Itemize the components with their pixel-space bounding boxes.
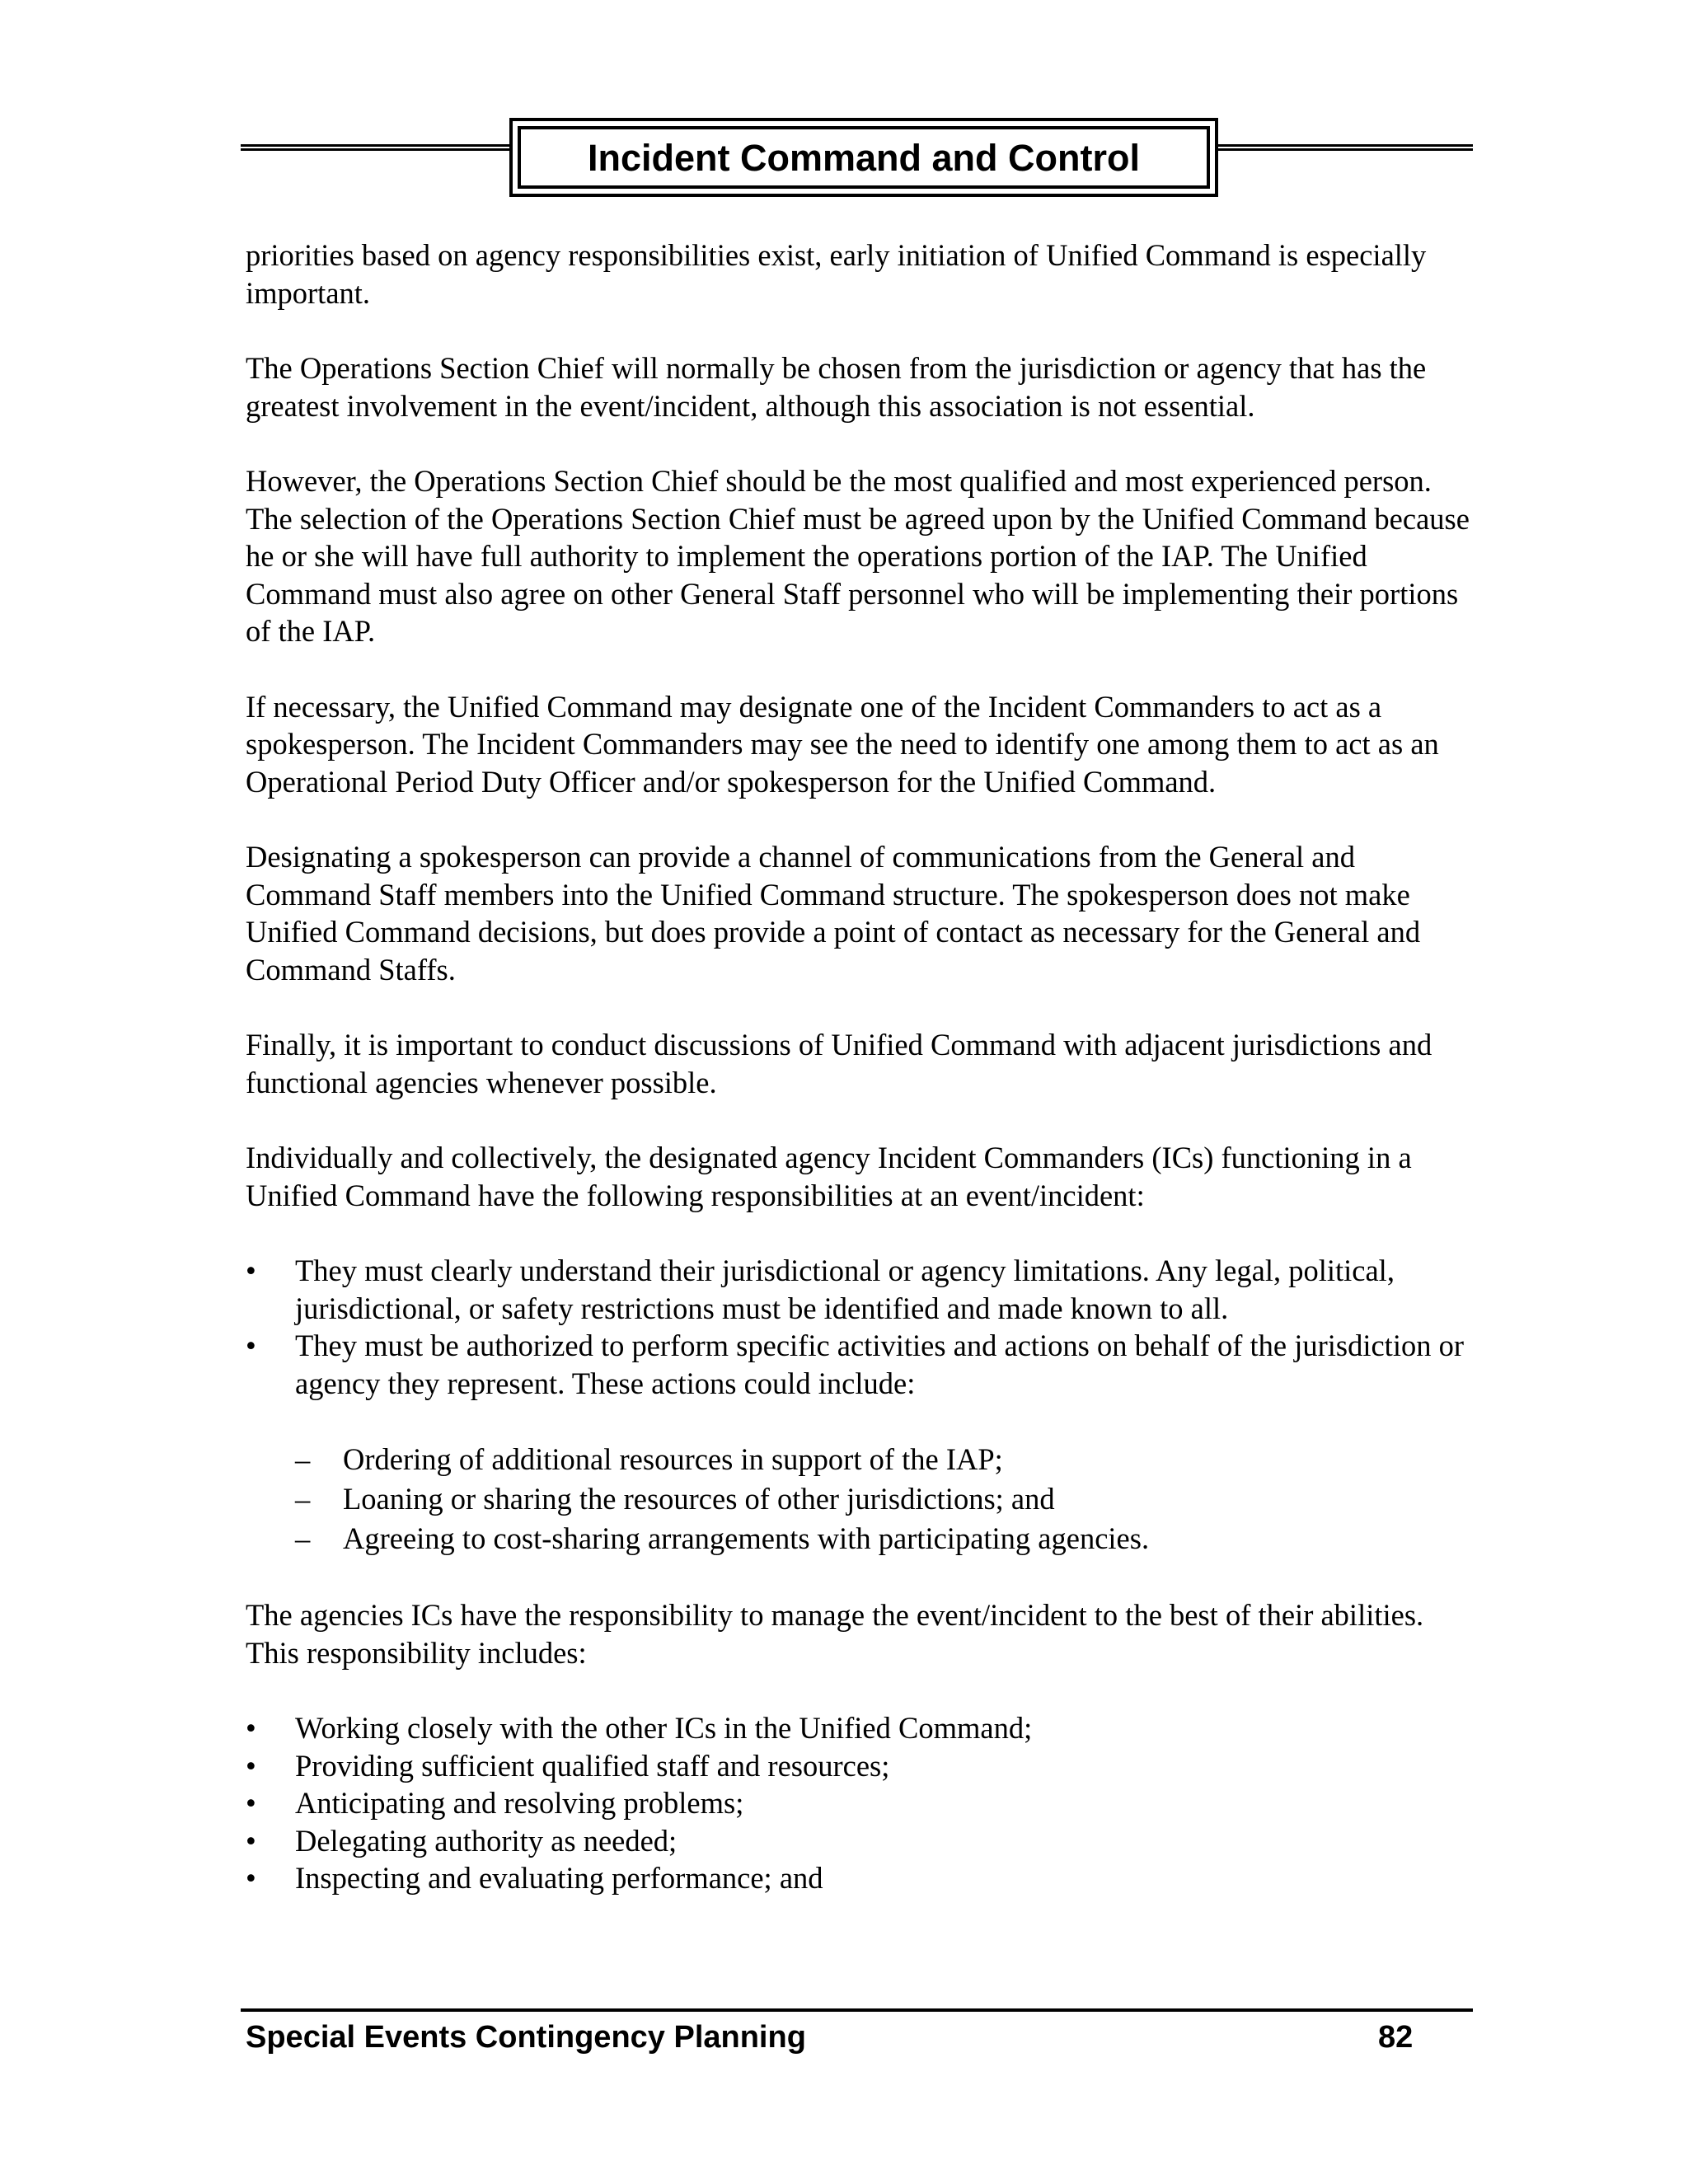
paragraph: If necessary, the Unified Command may designate one of the Incident Commanders to act as a spokesperson. The Incident Commanders may see the need to identify one among them to act as an Operational Period Duty Officer and/or spokesperson for the Unified Command.	[246, 689, 1439, 799]
list-item	[246, 1747, 1482, 1785]
sublist-item-text: Loaning or sharing the resources of other jurisdictions; and	[343, 1482, 1055, 1516]
list-item	[246, 1252, 1482, 1327]
list-item-text: They must clearly understand their jurisdictional or agency limitations. Any legal, political, jurisdictional, or safety restrictions must be identified and made known to all.	[295, 1254, 1395, 1325]
list-item-text: Anticipating and resolving problems;	[295, 1786, 744, 1820]
paragraph: Individually and collectively, the designated agency Incident Commanders (ICs) functioning in a Unified Command have the following responsibilities at an event/incident:	[246, 1141, 1412, 1212]
header-title-box-inner	[518, 126, 1210, 189]
paragraph: Finally, it is important to conduct discussions of Unified Command with adjacent jurisdictions and functional agencies whenever possible.	[246, 1028, 1432, 1099]
header-title-box	[509, 118, 1218, 197]
footer-title: Special Events Contingency Planning	[246, 2020, 806, 2055]
bullet-icon: •	[246, 1329, 256, 1362]
document-body	[246, 237, 1482, 1897]
sublist-item	[295, 1519, 1482, 1558]
list-item-text: Providing sufficient qualified staff and resources;	[295, 1748, 890, 1783]
sublist-item-text: Agreeing to cost-sharing arrangements with participating agencies.	[343, 1521, 1150, 1555]
paragraph: Designating a spokesperson can provide a channel of communications from the General and Command Staff members into the Unified Command structure. The spokesperson does not make Unified Command decisions, but does provide a point of contact as necessary for the General and Command Staffs.	[246, 840, 1421, 987]
bullet-icon: •	[246, 1786, 256, 1820]
paragraph: The agencies ICs have the responsibility to manage the event/incident to the best of their abilities. This responsibility includes:	[246, 1598, 1424, 1670]
list-item-text: They must be authorized to perform specific activities and actions on behalf of the jurisdiction or agency they represent. These actions could include:	[295, 1329, 1464, 1400]
dash-icon: –	[295, 1442, 311, 1476]
paragraph: However, the Operations Section Chief should be the most qualified and most experienced person. The selection of the Operations Section Chief must be agreed upon by the Unified Command because he or she will have full authority to implement the operations portion of the IAP. The Unified Command must also agree on other General Staff personnel who will be implementing their portions of the IAP.	[246, 464, 1470, 648]
list-item	[246, 1709, 1482, 1747]
bullet-icon: •	[246, 1861, 256, 1895]
list-item-text: Delegating authority as needed;	[295, 1823, 678, 1858]
bullet-icon: •	[246, 1823, 256, 1858]
paragraph: priorities based on agency responsibilities exist, early initiation of Unified Command is especially important.	[246, 238, 1427, 310]
footer-rule	[241, 2008, 1473, 2012]
ic-duties-list	[246, 1709, 1482, 1897]
dash-icon: –	[295, 1482, 311, 1516]
sublist-item	[295, 1479, 1482, 1519]
bullet-icon: •	[246, 1748, 256, 1783]
sublist-item	[295, 1440, 1482, 1479]
list-item	[246, 1784, 1482, 1822]
page-title: Incident Command and Control	[588, 136, 1140, 179]
header-rule-left	[241, 144, 513, 151]
paragraph: The Operations Section Chief will normally be chosen from the jurisdiction or agency that has the greatest involvement in the event/incident, although this association is not essential.	[246, 351, 1427, 423]
bullet-icon: •	[246, 1254, 256, 1287]
list-item	[246, 1822, 1482, 1860]
list-item	[246, 1859, 1482, 1897]
dash-icon: –	[295, 1521, 311, 1555]
responsibilities-list	[246, 1252, 1482, 1402]
sublist-item-text: Ordering of additional resources in support of the IAP;	[343, 1442, 1003, 1476]
list-item	[246, 1327, 1482, 1402]
actions-sublist	[295, 1440, 1482, 1558]
bullet-icon: •	[246, 1711, 256, 1745]
header-rule-right	[1216, 144, 1473, 151]
list-item-text: Working closely with the other ICs in the Unified Command;	[295, 1711, 1033, 1745]
page-number: 82	[1378, 2020, 1414, 2055]
list-item-text: Inspecting and evaluating performance; and	[295, 1861, 823, 1895]
